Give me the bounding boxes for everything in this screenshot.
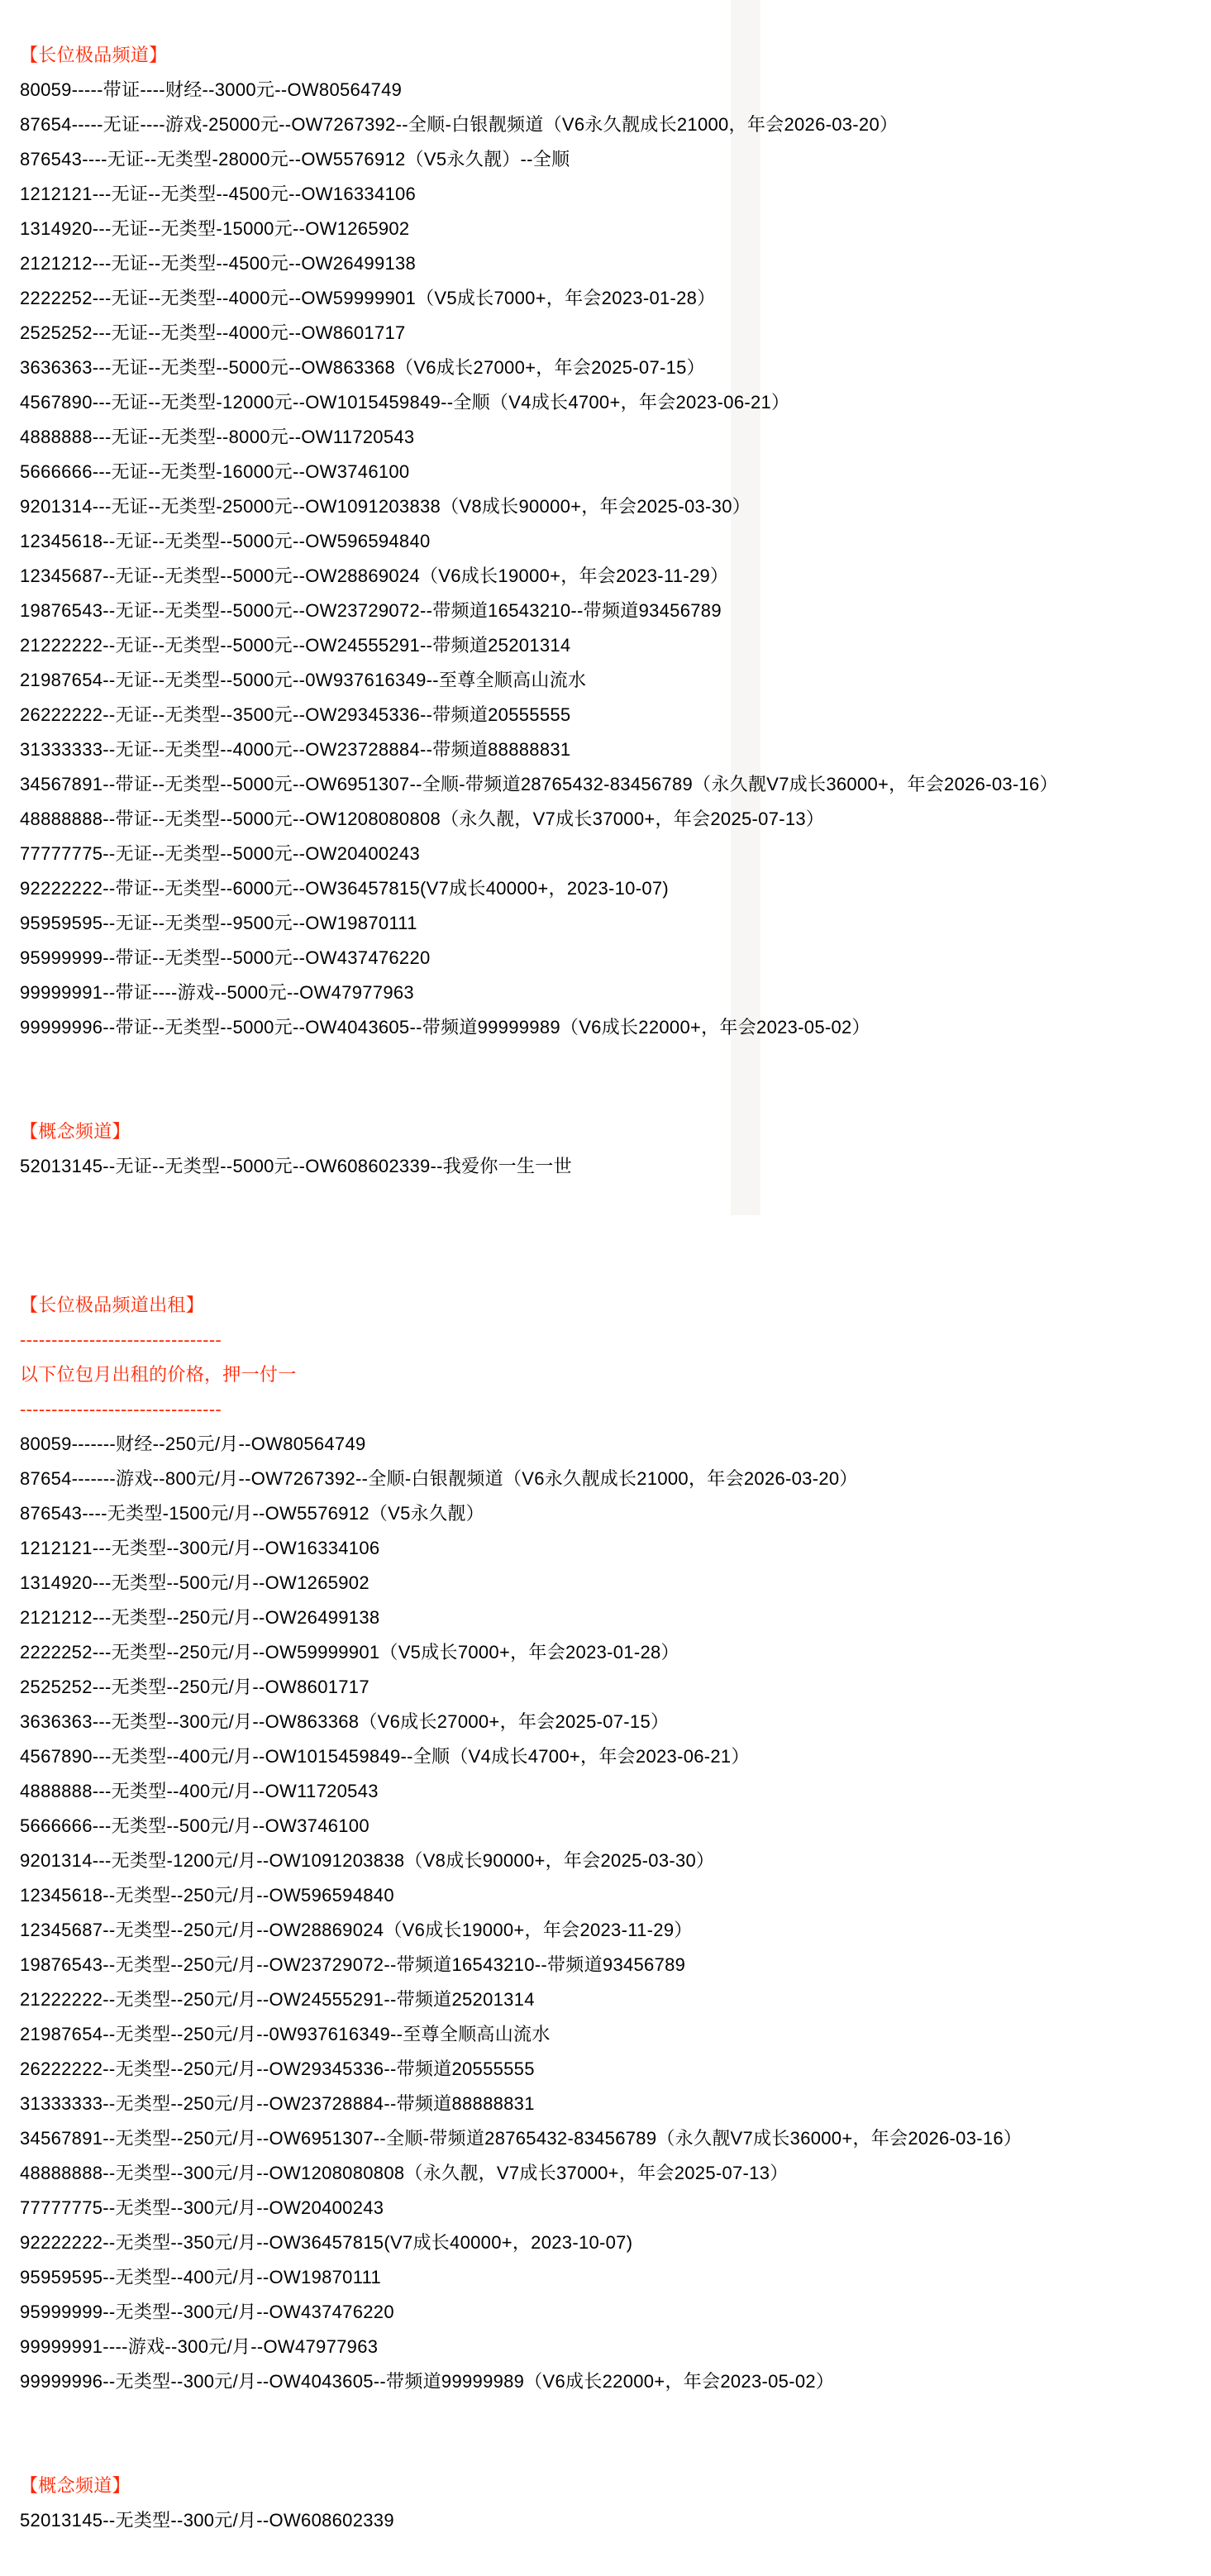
channel-line: 2525252---无类型--250元/月--OW8601717	[20, 1677, 369, 1697]
blank-line	[20, 1253, 1211, 1288]
blank-line	[20, 1219, 1211, 1253]
channel-line: 77777775--无证--无类型--5000元--OW20400243	[20, 843, 420, 864]
section-header: 【长位极品频道】	[20, 45, 168, 65]
channel-line: 34567891--无类型--250元/月--OW6951307--全顺-带频道28765432-83456789（永久靓V7成长36000+，年会2026-03-16）	[20, 2128, 1023, 2149]
section-header: 【长位极品频道出租】	[20, 1295, 205, 1315]
channel-line: 31333333--无证--无类型--4000元--OW23728884--带频道88888831	[20, 739, 571, 760]
blank-line	[20, 1184, 1211, 1219]
channel-line: 48888888--无类型--300元/月--OW1208080808（永久靓，V7成长37000+，年会2025-07-13）	[20, 2163, 789, 2183]
divider-dashes: --------------------------------	[20, 1399, 222, 1419]
channel-line: 31333333--无类型--250元/月--OW23728884--带频道88888831	[20, 2093, 535, 2114]
channel-line: 77777775--无类型--300元/月--OW20400243	[20, 2197, 384, 2218]
channel-line: 3636363---无证--无类型--5000元--OW863368（V6成长27000+，年会2025-07-15）	[20, 357, 705, 378]
channel-line: 876543----无类型-1500元/月--OW5576912（V5永久靓）	[20, 1503, 484, 1524]
channel-line: 5666666---无类型--500元/月--OW3746100	[20, 1815, 369, 1836]
channel-line: 52013145--无证--无类型--5000元--OW608602339--我爱你一生一世	[20, 1156, 572, 1176]
channel-line: 3636363---无类型--300元/月--OW863368（V6成长27000+，年会2025-07-15）	[20, 1711, 670, 1732]
channel-line: 876543----无证--无类型-28000元--OW5576912（V5永久靓）--全顺	[20, 149, 570, 169]
blank-line	[20, 2434, 1211, 2469]
channel-line: 1212121---无证--无类型--4500元--OW16334106	[20, 184, 417, 204]
channel-line: 26222222--无证--无类型--3500元--OW29345336--带频道20555555	[20, 704, 571, 725]
channel-line: 21222222--无证--无类型--5000元--OW24555291--带频道25201314	[20, 635, 571, 656]
channel-line: 2222252---无证--无类型--4000元--OW59999901（V5成长7000+，年会2023-01-28）	[20, 288, 716, 308]
channel-line: 19876543--无证--无类型--5000元--OW23729072--带频道16543210--带频道93456789	[20, 600, 722, 621]
channel-line: 92222222--带证--无类型--6000元--OW36457815(V7成长40000+，2023-10-07)	[20, 878, 670, 899]
channel-line: 4567890---无类型--400元/月--OW1015459849--全顺（V4成长4700+，年会2023-06-21）	[20, 1746, 750, 1767]
channel-line: 1314920---无证--无类型-15000元--OW1265902	[20, 218, 410, 239]
channel-line: 80059-------财经--250元/月--OW80564749	[20, 1433, 366, 1454]
channel-line: 34567891--带证--无类型--5000元--OW6951307--全顺-带频道28765432-83456789（永久靓V7成长36000+，年会2026-03-16）	[20, 774, 1058, 794]
section-header: 【概念频道】	[20, 1121, 131, 1142]
channel-line: 99999996--无类型--300元/月--OW4043605--带频道99999989（V6成长22000+，年会2023-05-02）	[20, 2371, 835, 2392]
channel-line: 2121212---无证--无类型--4500元--OW26499138	[20, 253, 417, 274]
channel-line: 21987654--无证--无类型--5000元--0W937616349--至尊全顺高山流水	[20, 670, 587, 690]
channel-line: 12345618--无类型--250元/月--OW596594840	[20, 1885, 394, 1906]
channel-line: 21987654--无类型--250元/月--0W937616349--至尊全顺高山流水	[20, 2024, 551, 2044]
channel-line: 12345618--无证--无类型--5000元--OW596594840	[20, 531, 431, 551]
channel-line: 1314920---无类型--500元/月--OW1265902	[20, 1572, 369, 1593]
channel-line: 2222252---无类型--250元/月--OW59999901（V5成长7000+，年会2023-01-28）	[20, 1642, 679, 1662]
blank-line	[20, 1080, 1211, 1114]
channel-line: 99999996--带证--无类型--5000元--OW4043605--带频道99999989（V6成长22000+，年会2023-05-02）	[20, 1017, 870, 1038]
channel-line: 12345687--无证--无类型--5000元--OW28869024（V6成长19000+，年会2023-11-29）	[20, 565, 729, 586]
channel-line: 12345687--无类型--250元/月--OW28869024（V6成长19000+，年会2023-11-29）	[20, 1920, 693, 1940]
channel-line: 92222222--无类型--350元/月--OW36457815(V7成长40000+，2023-10-07)	[20, 2232, 633, 2253]
channel-line: 9201314---无证--无类型-25000元--OW1091203838（V8成长90000+，年会2025-03-30）	[20, 496, 751, 517]
channel-line: 2525252---无证--无类型--4000元--OW8601717	[20, 322, 406, 343]
blank-line	[20, 2399, 1211, 2434]
channel-line: 95999999--带证--无类型--5000元--OW437476220	[20, 947, 431, 968]
channel-line: 80059-----带证----财经--3000元--OW80564749	[20, 79, 403, 100]
channel-line: 48888888--带证--无类型--5000元--OW1208080808（永久靓，V7成长37000+，年会2025-07-13）	[20, 809, 825, 829]
channel-line: 95999999--无类型--300元/月--OW437476220	[20, 2302, 394, 2322]
channel-line: 9201314---无类型-1200元/月--OW1091203838（V8成长90000+，年会2025-03-30）	[20, 1850, 715, 1871]
channel-line: 4888888---无证--无类型--8000元--OW11720543	[20, 427, 415, 447]
section-header: 【概念频道】	[20, 2475, 131, 2496]
channel-line: 5666666---无证--无类型-16000元--OW3746100	[20, 461, 410, 482]
blank-line	[20, 1045, 1211, 1080]
channel-line: 4567890---无证--无类型-12000元--OW1015459849--全顺（V4成长4700+，年会2023-06-21）	[20, 392, 790, 413]
channel-line: 87654-----无证----游戏-25000元--OW7267392--全顺-白银靓频道（V6永久靓成长21000，年会2026-03-20）	[20, 114, 899, 135]
channel-line: 99999991--带证----游戏--5000元--OW47977963	[20, 982, 414, 1003]
channel-line: 95959595--无证--无类型--9500元--OW19870111	[20, 913, 417, 933]
channel-line: 52013145--无类型--300元/月--OW608602339	[20, 2510, 394, 2531]
channel-line: 2121212---无类型--250元/月--OW26499138	[20, 1607, 380, 1628]
channel-line: 19876543--无类型--250元/月--OW23729072--带频道16543210--带频道93456789	[20, 1954, 686, 1975]
divider-dashes: --------------------------------	[20, 1329, 222, 1350]
channel-line: 95959595--无类型--400元/月--OW19870111	[20, 2267, 382, 2287]
channel-line: 21222222--无类型--250元/月--OW24555291--带频道25201314	[20, 1989, 535, 2010]
channel-line: 4888888---无类型--400元/月--OW11720543	[20, 1781, 379, 1801]
section-note: 以下位包月出租的价格，押一付一	[20, 1364, 297, 1385]
channel-line: 87654-------游戏--800元/月--OW7267392--全顺-白银靓频道（V6永久靓成长21000，年会2026-03-20）	[20, 1468, 858, 1489]
channel-line: 26222222--无类型--250元/月--OW29345336--带频道20555555	[20, 2058, 535, 2079]
channel-line: 1212121---无类型--300元/月--OW16334106	[20, 1538, 380, 1558]
channel-line: 99999991----游戏--300元/月--OW47977963	[20, 2336, 379, 2357]
